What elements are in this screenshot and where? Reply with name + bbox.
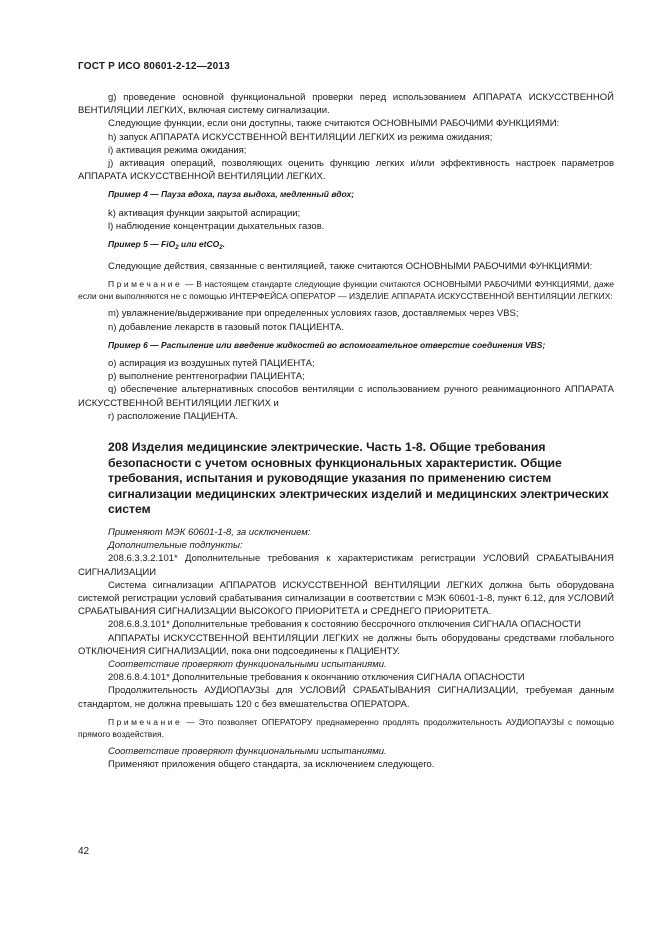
item-l: l) наблюдение концентрации дыхательных газов. (108, 220, 325, 232)
item-o: o) аспирация из воздушных путей ПАЦИЕНТА; (108, 358, 315, 370)
item-m: m) увлажнение/выдерживание при определенных условиях газов, доставляемых через VBS; (108, 308, 519, 320)
section-208-heading: 208 Изделия медицинские электрические. Часть 1-8. Общие требования безопасности с учетом основных функциональных характеристик. Общие требования, испытания и руководящие указания по применению систем сигнализации медицинских электрических изделий и медицинских электрических систем (108, 440, 609, 517)
item-n: n) добавление лекарств в газовый поток ПАЦИЕНТА. (108, 321, 344, 333)
note-2: Примечание — Это позволяет ОПЕРАТОРУ преднамеренно продлять продолжительность АУДИОПАУЗЫ с помощью прямого воздействия. (78, 716, 614, 739)
item-k: k) активация функции закрытой аспирации; (108, 207, 301, 219)
item-i: i) активация режима ожидания; (108, 144, 247, 156)
document-body (78, 91, 614, 771)
example-5: Пример 5 — FiO$_2$ или etCO$_2$. (108, 239, 225, 252)
clause-text-3: Продолжительность АУДИОПАУЗЫ для УСЛОВИЙ СРАБАТЫВАНИЯ СИГНАЛИЗАЦИИ, требуемая данным стандартом, не должна превышать 120 с без вмешательства ОПЕРАТОРА. (78, 685, 614, 710)
compliance-1: Соответствие проверяют функциональными испытаниями. (108, 659, 387, 671)
clause-208-6-8-4-101: 208.6.8.4.101* Дополнительные требования к окончанию отключения СИГНАЛА ОПАСНОСТИ (108, 672, 525, 684)
item-j: j) активация операций, позволяющих оценить функцию легких и/или эффективность настроек параметров АППАРАТА ИСКУССТВЕННОЙ ВЕНТИЛЯЦИИ ЛЕГКИХ. (78, 158, 614, 183)
document-header: ГОСТ Р ИСО 80601-2-12—2013 (78, 61, 230, 72)
item-p: p) выполнение рентгенографии ПАЦИЕНТА; (108, 371, 305, 383)
item-g: g) проведение основной функциональной проверки перед использованием АППАРАТА ИСКУССТВЕННОЙ ВЕНТИЛЯЦИИ ЛЕГКИХ, включая систему сигнализации. (78, 92, 614, 117)
ventilation-intro: Следующие действия, связанные с вентиляцией, также считаются ОСНОВНЫМИ РАБОЧИМИ ФУНКЦИЯМИ: (108, 261, 593, 273)
applied-standard: Применяют МЭК 60601-1-8, за исключением: (108, 527, 311, 539)
page-number: 42 (78, 846, 90, 857)
example-4: Пример 4 — Пауза вдоха, пауза выдоха, медленный вдох; (108, 189, 355, 200)
item-q: q) обеспечение альтернативных способов вентиляции с использованием ручного реанимационного АППАРАТА ИСКУССТВЕННОЙ ВЕНТИЛЯЦИИ ЛЕГКИХ и (78, 384, 614, 409)
intro-functions: Следующие функции, если они доступны, также считаются ОСНОВНЫМИ РАБОЧИМИ ФУНКЦИЯМИ: (108, 118, 560, 130)
additional-subclauses: Дополнительные подпункты: (108, 540, 243, 552)
item-r: r) расположение ПАЦИЕНТА. (108, 410, 239, 422)
clause-208-6-8-3-101: 208.6.8.3.101* Дополнительные требования к состоянию бессрочного отключения СИГНАЛА ОПАСНОСТИ (108, 619, 581, 631)
clause-208-6-3-3-2-101: 208.6.3.3.2.101* Дополнительные требования к характеристикам регистрации УСЛОВИЙ СРАБАТЫВАНИЯ СИГНАЛИЗАЦИИ (78, 553, 614, 578)
annex-statement: Применяют приложения общего стандарта, за исключением следующего. (108, 759, 435, 771)
compliance-2: Соответствие проверяют функциональными испытаниями. (108, 745, 387, 757)
clause-text-1: Система сигнализации АППАРАТОВ ИСКУССТВЕННОЙ ВЕНТИЛЯЦИИ ЛЕГКИХ должна быть оборудована системой регистрации условий срабатывания сигнализации в соответствии с МЭК 60601-1-8, пункт 6.12, для УСЛОВИЙ СРАБАТЫВАНИЯ СИГНАЛИЗАЦИИ ВЫСОКОГО ПРИОРИТЕТА и СРЕДНЕГО ПРИОРИТЕТА. (78, 579, 614, 618)
clause-text-2: АППАРАТЫ ИСКУССТВЕННОЙ ВЕНТИЛЯЦИИ ЛЕГКИХ не должны быть оборудованы средствами глобального ОТКЛЮЧЕНИЯ СИГНАЛИЗАЦИИ, пока они подсоединены к ПАЦИЕНТУ. (78, 632, 614, 657)
note-1: Примечание — В настоящем стандарте следующие функции считаются ОСНОВНЫМИ РАБОЧИМИ ФУНКЦИЯМИ, даже если они выполняются не с помощью ИНТЕРФЕЙСА ОПЕРАТОР — ИЗДЕЛИЕ АППАРАТА ИСКУССТВЕННОЙ ВЕНТИЛЯЦИИ ЛЕГКИХ: (78, 279, 614, 302)
item-h: h) запуск АППАРАТА ИСКУССТВЕННОЙ ВЕНТИЛЯЦИИ ЛЕГКИХ из режима ожидания; (108, 131, 493, 143)
example-6: Пример 6 — Распыление или введение жидкостей во вспомогательное отверстие соединения VBS; (108, 339, 546, 350)
